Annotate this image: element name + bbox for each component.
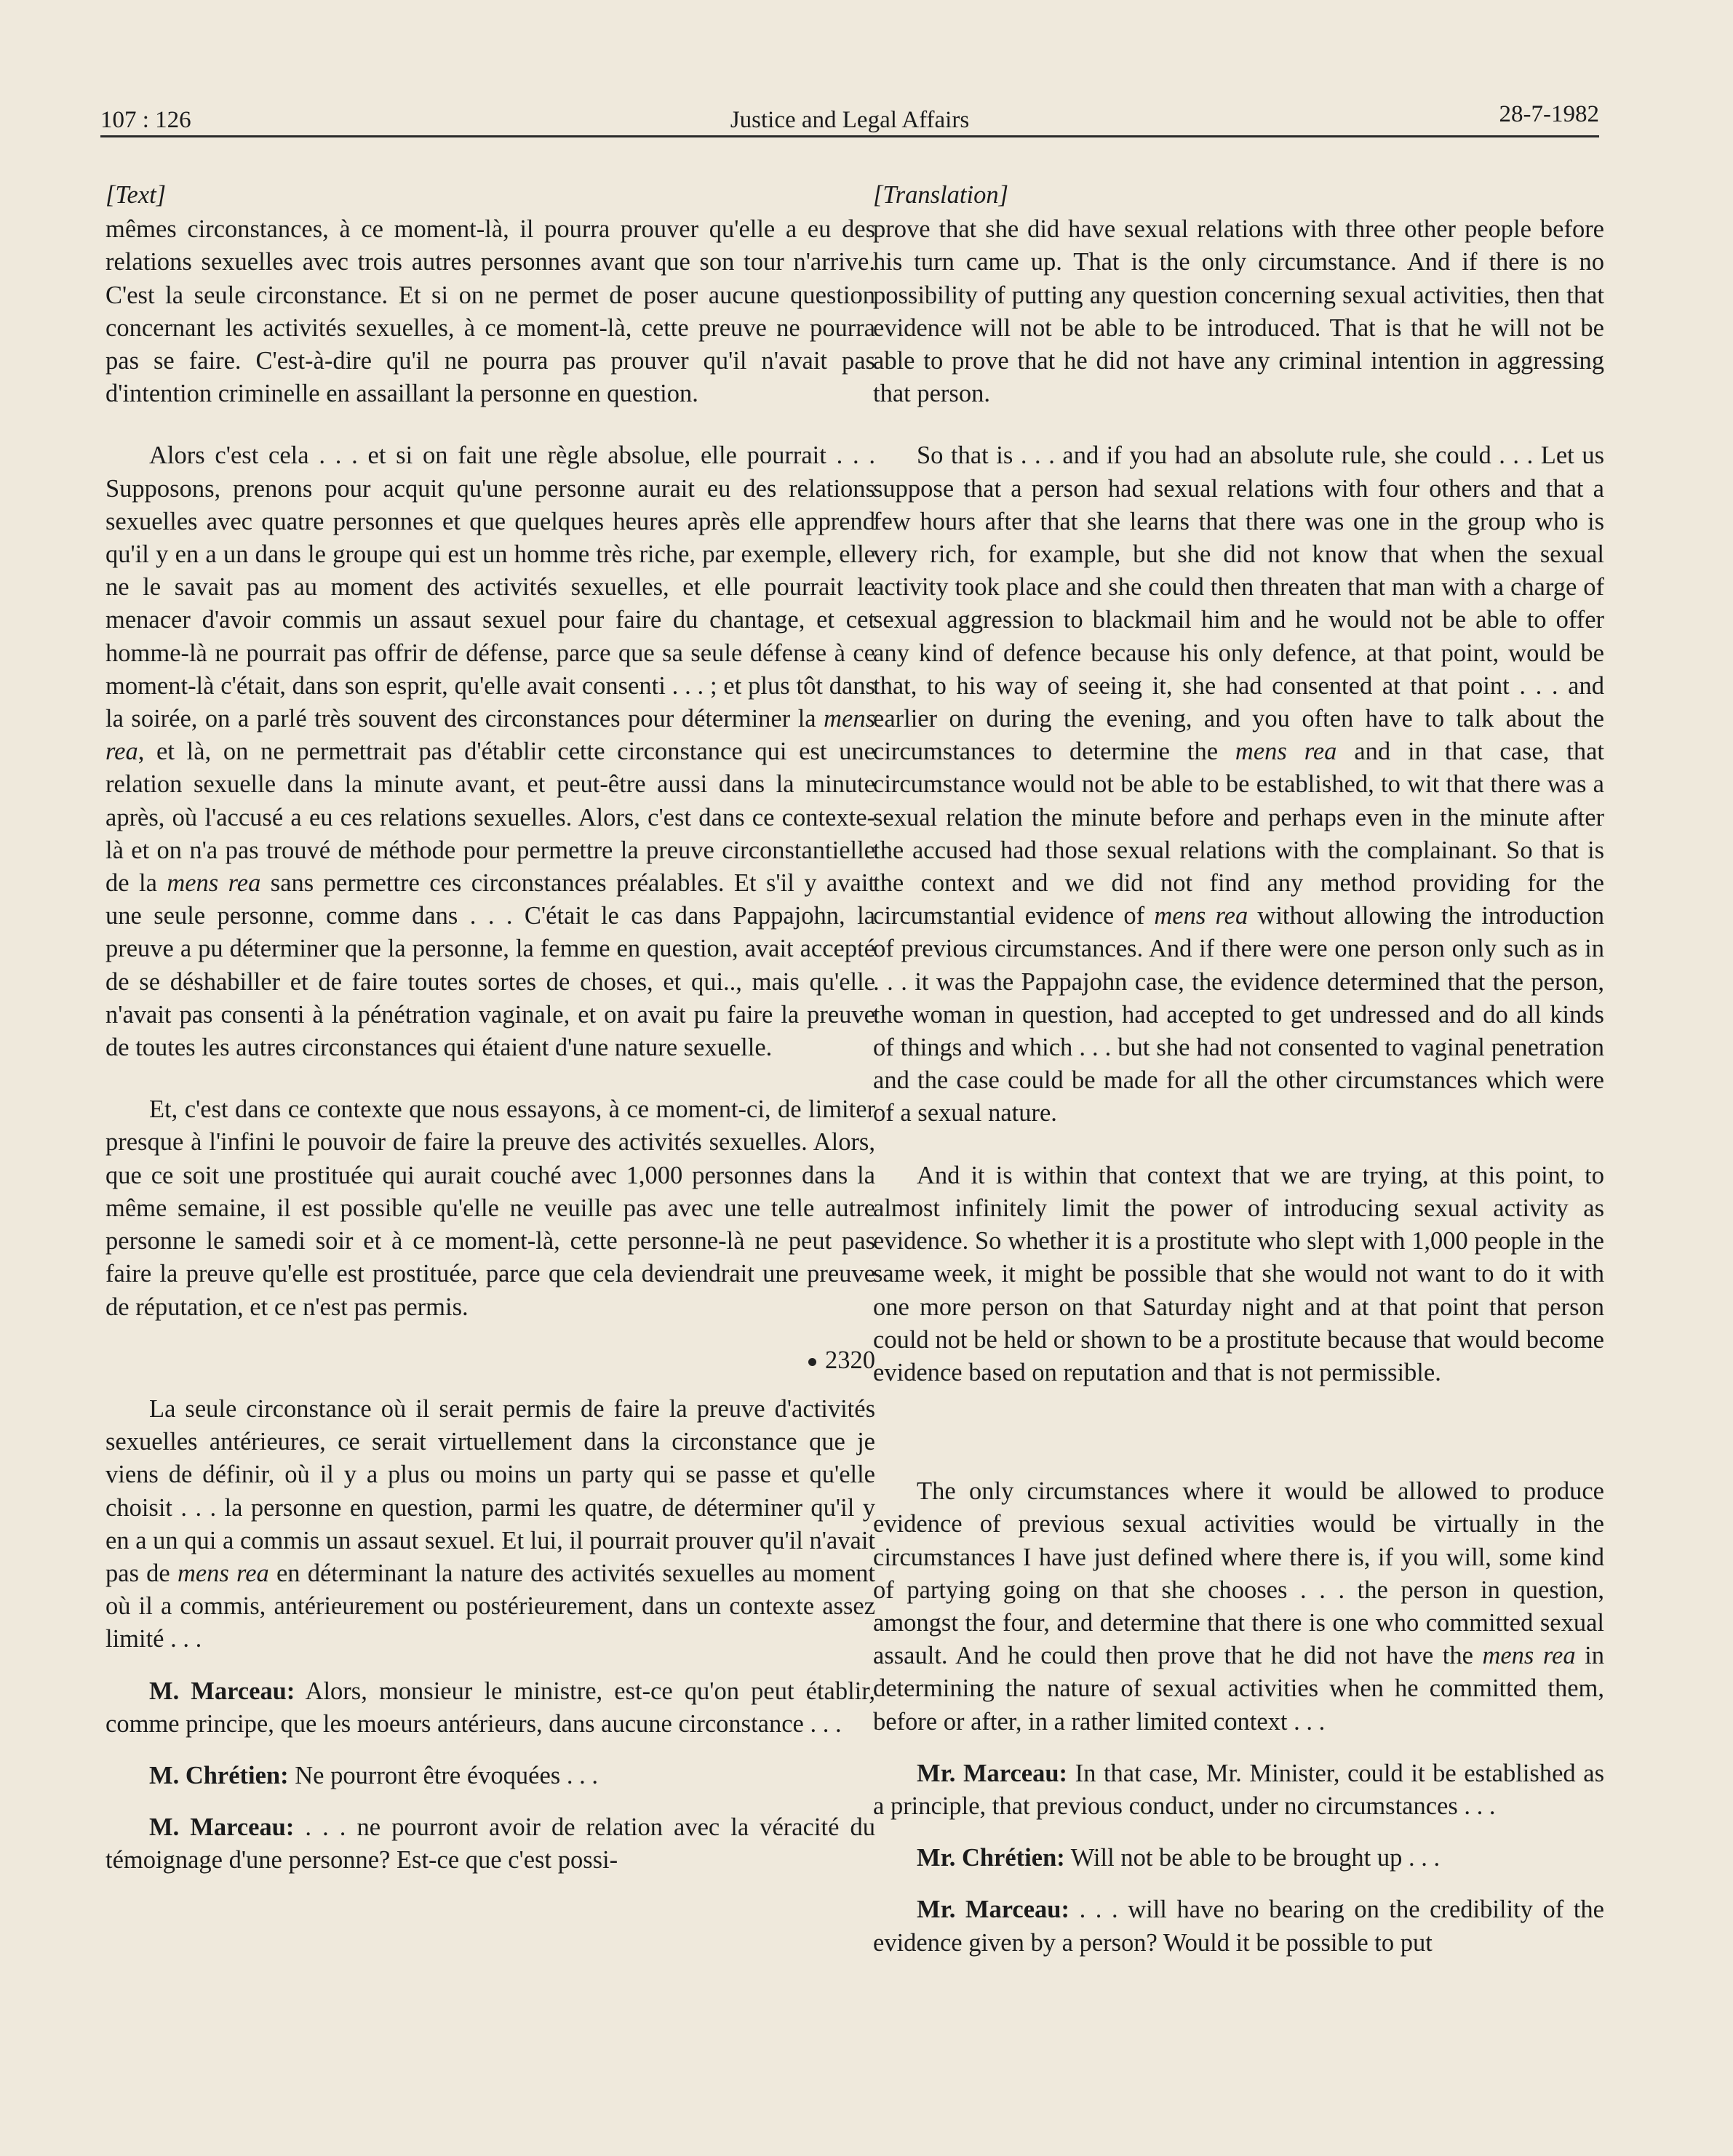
fr-paragraph-2: Alors c'est cela . . . et si on fait une règle absolue, elle pourrait . . . Supposons, prenons pour acquit qu'une personne aurait eu des relations sexuelles avec quatre personnes et que quelques heures après elle apprend qu'il y en a un dans le groupe qui est un homme très riche, par exemple, elle ne le savait pas au moment des activités sexuelles, et elle pourrait le menacer d'avoir commis un assaut sexuel pour faire du chantage, et cet homme-là ne pourrait pas offrir de défense, parce que sa seule défense à ce moment-là c'était, dans son esprit, qu'elle avait consenti . . . ; et plus tôt dans la soirée, on a parlé très souvent des circonstances pour déterminer la mens rea, et là, on ne permettrait pas d'établir cette circonstance qui est une relation sexuelle dans la minute avant, et peut-être aussi dans la minute après, où l'accusé a eu ces relations sexuelles. Alors, c'est dans ce contexte-là et on n'a pas trouvé de méthode pour permettre la preuve circonstantielle de la mens rea sans permettre ces circonstances préalables. Et s'il y avait une seule personne, comme dans . . . C'était le cas dans Pappajohn, la preuve a pu déterminer que la personne, la femme en question, avait accepté de se déshabiller et de faire toutes sortes de choses, et qui.., mais qu'elle n'avait pas consenti à la pénétration vaginale, et on avait pu faire la preuve de toutes les autres circonstances qui étaient d'une nature sexuelle.: [105, 442, 875, 1062]
en-speaker-marceau-2: Mr. Marceau: . . . will have no bearing on the credibility of the evidence given by a person? Would it be possible to put: [873, 1896, 1604, 1957]
french-column: [105, 179, 875, 1877]
running-title: Justice and Legal Affairs: [730, 107, 970, 133]
fr-paragraph-3: Et, c'est dans ce contexte que nous essayons, à ce moment-ci, de limiter presque à l'infini le pouvoir de faire la preuve des activités sexuelles. Alors, que ce soit une prostituée qui aurait couché avec 1,000 personnes dans la même semaine, il est possible qu'elle ne veuille pas avec une telle autre personne le samedi soir et à ce moment-là, cette personne-là ne peut pas faire la preuve qu'elle est prostituée, parce que cela deviendrait une preuve de réputation, et ce n'est pas permis.: [105, 1095, 875, 1321]
en-speaker-chretien: Mr. Chrétien: Will not be able to be brought up . . .: [917, 1844, 1441, 1872]
fr-speaker-chretien: M. Chrétien: Ne pourront être évoquées . . .: [149, 1761, 598, 1789]
time-marker: 2320: [105, 1344, 875, 1377]
page-header: [100, 97, 1599, 134]
fr-speaker-marceau-1: M. Marceau: Alors, monsieur le ministre, est-ce qu'on peut établir, comme principe, que les moeurs antérieurs, dans aucune circonstance . . .: [105, 1677, 875, 1738]
fr-speaker-marceau-2: M. Marceau: . . . ne pourront avoir de relation avec la véracité du témoignage d'une personne? Est-ce que c'est possi-: [105, 1813, 875, 1874]
en-speaker-marceau-1: Mr. Marceau: In that case, Mr. Minister, could it be established as a principle, that previous conduct, under no circumstances . . .: [873, 1759, 1604, 1820]
page-number: 107 : 126: [100, 107, 191, 133]
bullet-icon: [808, 1358, 816, 1366]
en-paragraph-1: prove that she did have sexual relations with three other people before his turn came up. That is the only circumstance. And if there is no possibility of putting any question concerning sexual activities, then that evidence will not be able to be introduced. That is that he will not be able to prove that he did not have any criminal intention in aggressing that person.: [873, 215, 1604, 408]
header-rule: [100, 135, 1599, 137]
sitting-date: 28-7-1982: [1499, 101, 1599, 127]
en-paragraph-4: The only circumstances where it would be allowed to produce evidence of previous sexual activities would be virtually in the circumstances I have just defined where there is, if you will, some kind of partying going on that she chooses . . . the person in question, amongst the four, and determine that there is one who committed sexual assault. And he could then prove that he did not have the mens rea in determining the nature of sexual activities when he committed them, before or after, in a rather limited context . . .: [873, 1477, 1604, 1736]
english-column: [873, 179, 1606, 1960]
translation-tag: [Translation]: [873, 181, 1008, 209]
en-paragraph-2: So that is . . . and if you had an absolute rule, she could . . . Let us suppose that a person had sexual relations with four others and that a few hours after that she learns that there was one in the group who is very rich, for example, but she did not know that when the sexual activity took place and she could then threaten that man with a charge of sexual aggression to blackmail him and he would not be able to offer any kind of defence because his only defence, at that point, would be that, to his way of seeing it, she had consented at that point . . . and earlier on during the evening, and you often have to talk about the circumstances to determine the mens rea and in that case, that circumstance would not be able to be established, to wit that there was a sexual relation the minute before and perhaps even in the minute after the accused had those sexual relations with the complainant. So that is the context and we did not find any method providing for the circumstantial evidence of mens rea without allowing the introduction of previous circumstances. And if there were one person only such as in . . . it was the Pappajohn case, the evidence determined that the person, the woman in question, had accepted to get undressed and do all kinds of things and which . . . but she had not consented to vaginal penetration and the case could be made for all the other circumstances which were of a sexual nature.: [873, 442, 1604, 1127]
fr-paragraph-1: mêmes circonstances, à ce moment-là, il pourra prouver qu'elle a eu des relations sexuelles avec trois autres personnes avant que son tour n'arrive. C'est la seule circonstance. Et si on ne permet de poser aucune question concernant les activités sexuelles, à ce moment-là, cette preuve ne pourra pas se faire. C'est-à-dire qu'il ne pourra pas prouver qu'il n'avait pas d'intention criminelle en assaillant la personne en question.: [105, 215, 875, 408]
en-paragraph-3: And it is within that context that we are trying, at this point, to almost infinitely limit the power of introducing sexual activity as evidence. So whether it is a prostitute who slept with 1,000 people in the same week, it might be possible that she would not want to do it with one more person on that Saturday night and at that point that person could not be held or shown to be a prostitute because that would become evidence based on reputation and that is not permissible.: [873, 1161, 1604, 1386]
fr-paragraph-4: La seule circonstance où il serait permis de faire la preuve d'activités sexuelles antérieures, ce serait virtuellement dans la circonstance que je viens de définir, où il y a plus ou moins un party qui se passe et qu'elle choisit . . . la personne en question, parmi les quatre, de déterminer qu'il y en a un qui a commis un assaut sexuel. Et lui, il pourrait prouver qu'il n'avait pas de mens rea en déterminant la nature des activités sexuelles au moment où il a commis, antérieurement ou postérieurement, dans un contexte assez limité . . .: [105, 1394, 875, 1653]
text-tag: [Text]: [105, 181, 167, 209]
